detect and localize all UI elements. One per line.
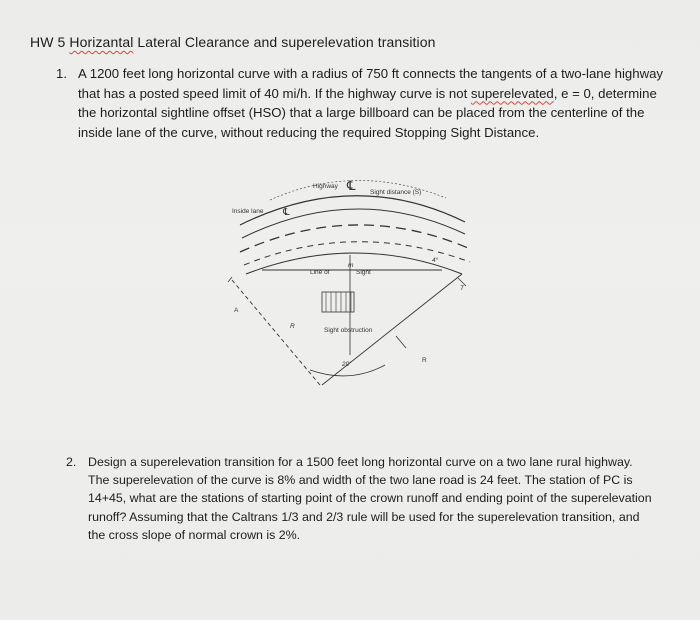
curve-diagram-svg (210, 170, 500, 395)
radius-line-left (232, 280, 320, 385)
title-prefix: HW 5 (30, 34, 70, 50)
label-degree: 4° (432, 257, 439, 264)
question-2-number: 2. (66, 455, 77, 469)
highway-cl-label: Highway (313, 183, 338, 190)
r-arrow (396, 336, 406, 348)
sight-distance-label: Sight distance (S) (370, 189, 422, 196)
inside-lane-label: Inside lane (232, 208, 264, 215)
outer-road-edge-2 (242, 209, 465, 238)
title-rest: Lateral Clearance and superelevation transition (133, 34, 436, 50)
label-r-left: R (290, 323, 295, 330)
label-r-right: R (422, 357, 427, 364)
sight-distance-diagram (210, 170, 500, 395)
question-1-text-a: A 1200 feet long horizontal curve with a radius of 750 ft connects the tangents of a two-lane highway that has a posted speed limit of 40 mi/h. If the highway curve is not (78, 66, 664, 101)
inner-road-edge (246, 253, 462, 274)
question-2-text: Design a superelevation transition for a 1500 feet long horizontal curve on a two lane rural highway. The superelevation of the curve is 8% and width of the two lane road is 24 feet. The station of PC is 14+45, what are the stations of starting point of the crown runoff and ending point of the superelevation runoff? Assuming that the Caltrans 1/3 and 2/3 rule will be used for the superelevation transition, and the cross slope of normal crown is 2%. (88, 455, 652, 542)
question-1-squiggle-word: superelevated (470, 85, 554, 101)
sight-label: Sight (356, 269, 371, 276)
question-1 (56, 64, 676, 142)
question-1-text (56, 64, 676, 142)
line-of-label: Line of (310, 269, 330, 276)
m-label: m (348, 262, 354, 269)
sight-obstruction-shape (322, 292, 354, 312)
question-1-text-b: , e = 0, determine the horizontal sightline offset (HSO) that a large billboard can be placed from the centerline of the inside lane of the curve, without reducing the required Stopping Sight Distance. (78, 85, 657, 140)
label-t: T (460, 285, 464, 292)
title-misspelled-word: Horizantal (69, 34, 134, 50)
label-angle: 20' (342, 361, 351, 368)
highway-centerline (240, 225, 468, 252)
centerline-symbol-icon: ℄ (347, 179, 356, 194)
inside-lane-cl-icon: ℄ (283, 207, 290, 218)
page-title (30, 34, 436, 50)
question-1-number: 1. (56, 66, 67, 81)
question-2 (66, 453, 656, 544)
label-a: A (234, 307, 239, 314)
sight-obstruction-label: Sight obstruction (324, 327, 373, 334)
